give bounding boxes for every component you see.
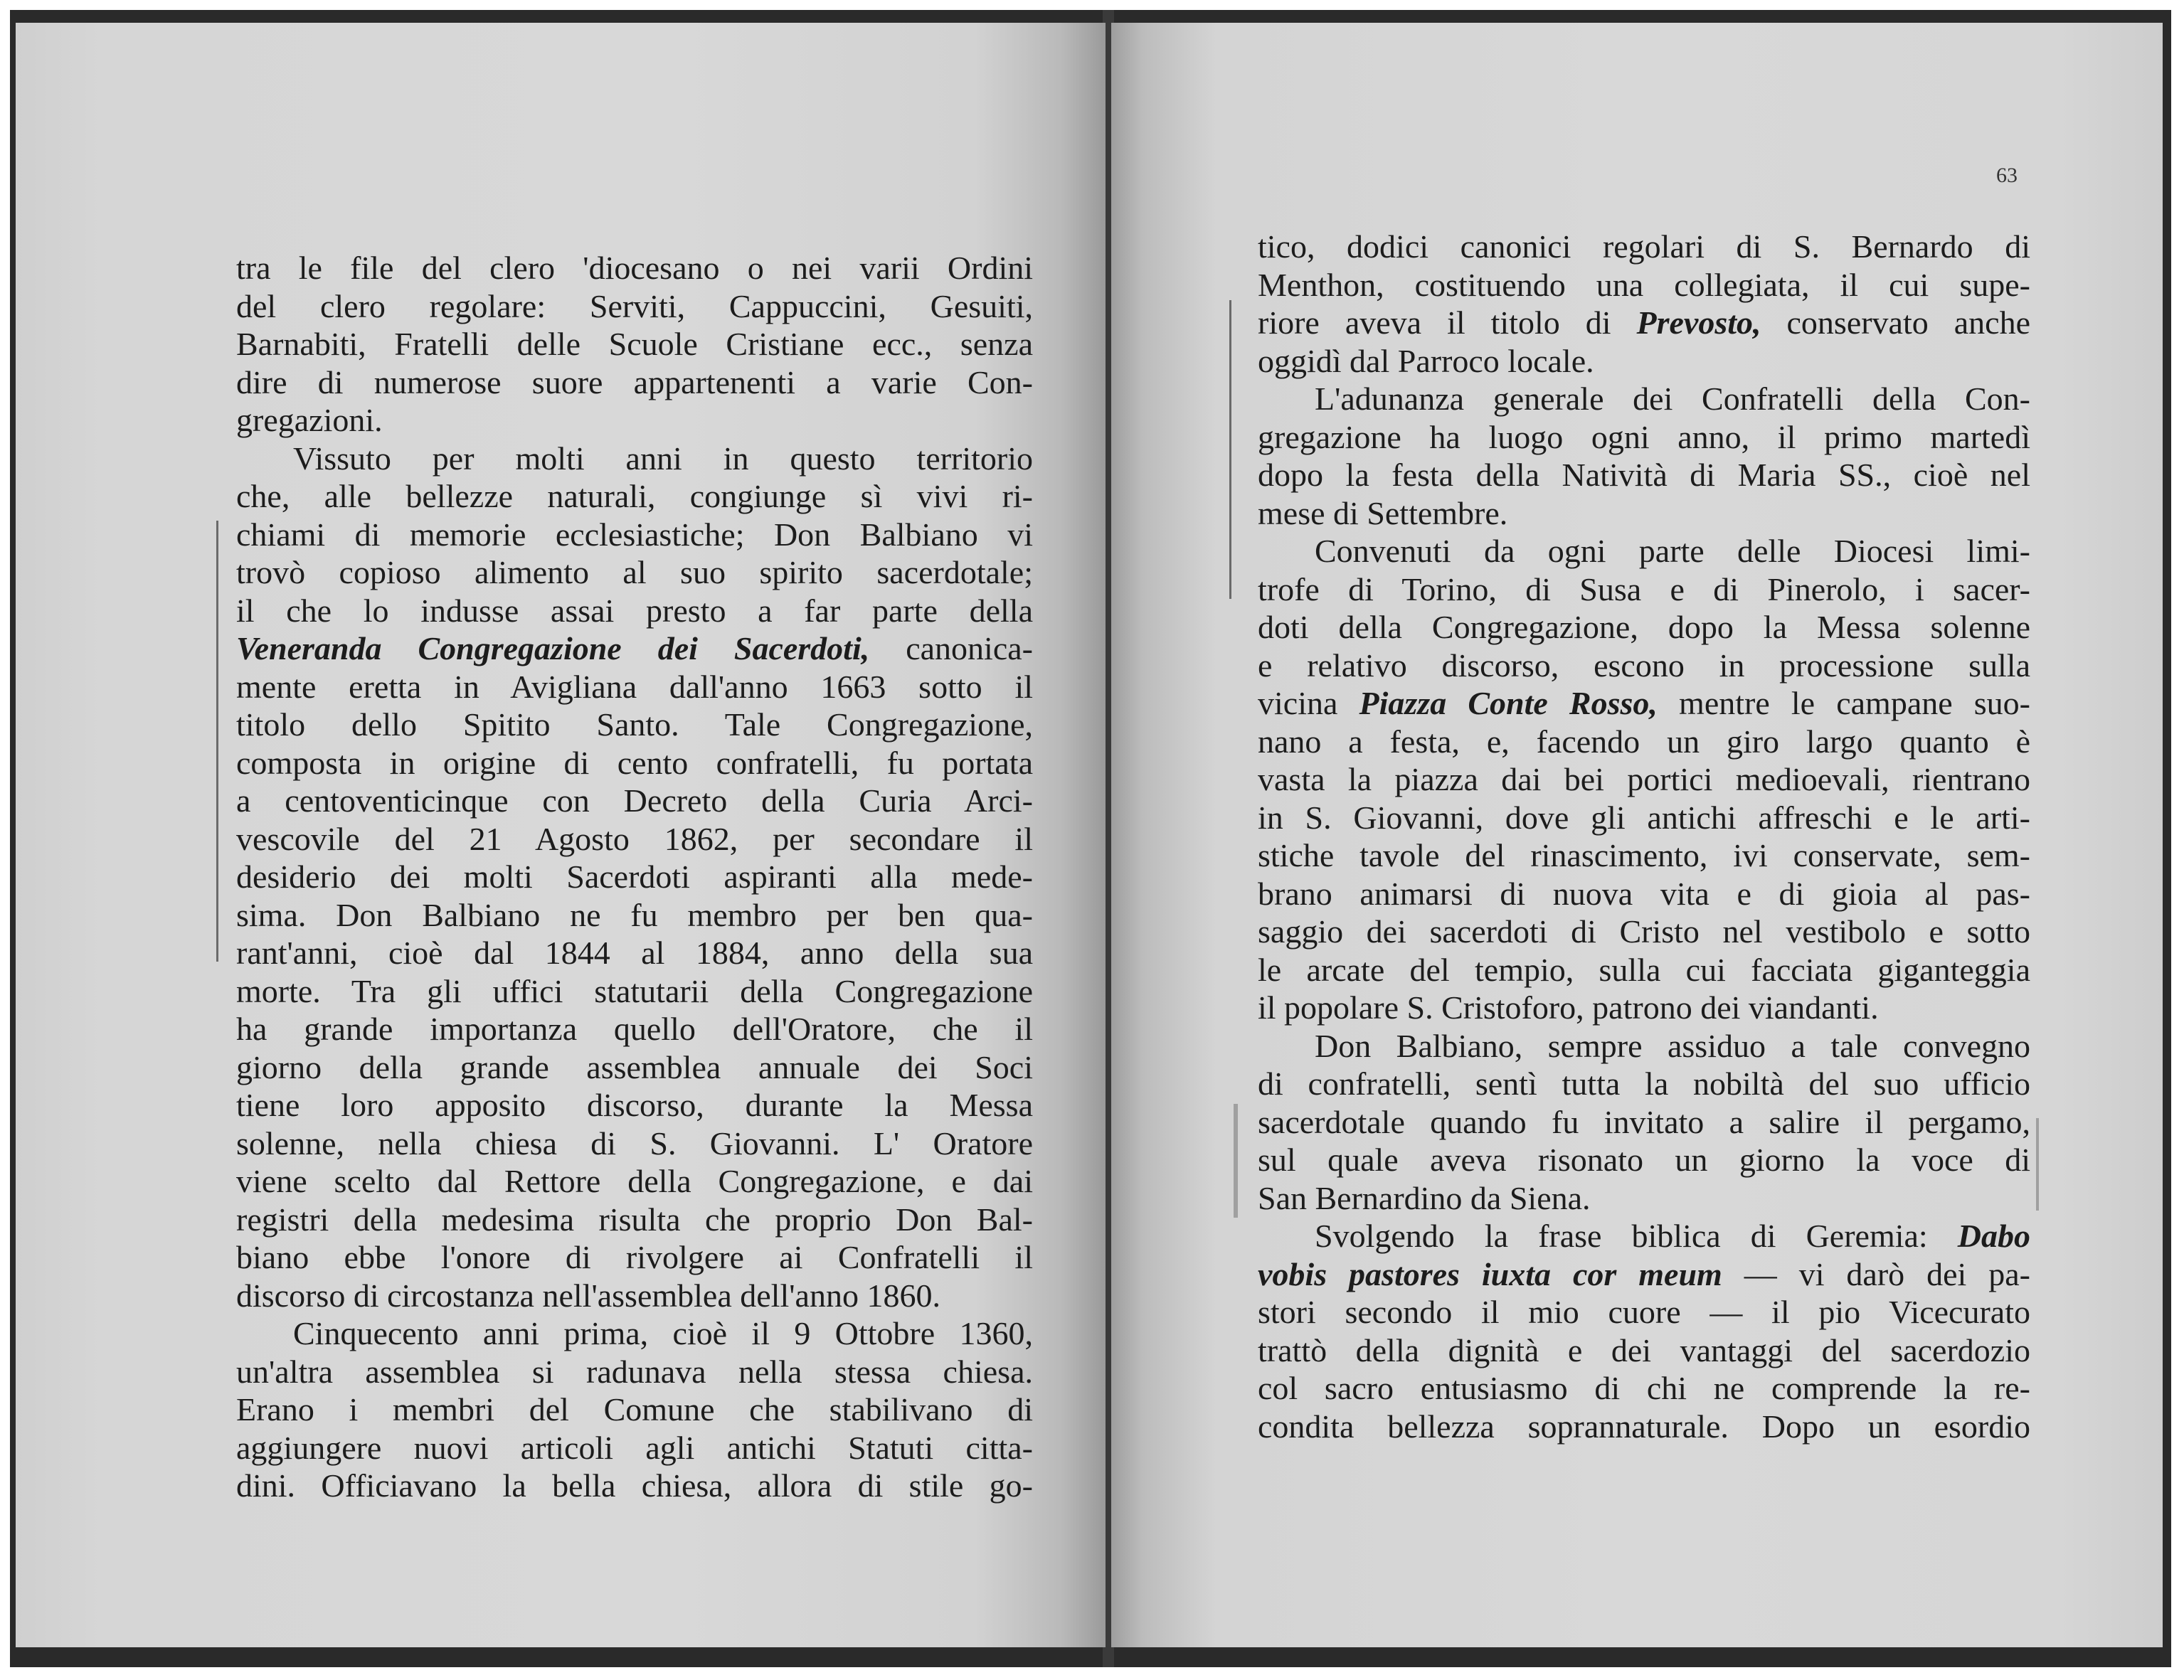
text-line (236, 896, 1033, 935)
text-line (1258, 342, 2030, 381)
text-line (236, 440, 1033, 478)
line-text: titolo dello Spitito Santo. Tale Congregazione, (236, 706, 1033, 743)
line-text: mente eretta in Avigliana dall'anno 1663 sotto il (236, 668, 1033, 705)
page-number: 63 (1996, 164, 2018, 187)
text-line (1258, 570, 2030, 609)
text-line (236, 477, 1033, 516)
text-line (236, 1353, 1033, 1391)
line-text: dire di numerose suore appartenenti a varie Con- (236, 363, 1033, 400)
line-text: che, alle bellezze naturali, congiunge sì vivi ri- (236, 478, 1033, 514)
text-line (1258, 684, 2030, 723)
margin-mark (1234, 1104, 1238, 1218)
line-text: sul quale aveva risonato un giorno la voce di (1258, 1142, 2030, 1178)
text-line (1258, 799, 2030, 837)
line-text: trofe di Torino, di Susa e di Pinerolo, i sacer- (1258, 570, 2030, 607)
line-text: il popolare S. Cristoforo, patrono dei viandanti. (1258, 989, 1879, 1026)
text-line (236, 249, 1033, 287)
line-text: rant'anni, cioè dal 1844 al 1884, anno della sua (236, 935, 1033, 971)
text-line (236, 1391, 1033, 1429)
line-text: vescovile del 21 Agosto 1862, per secondare il (236, 820, 1033, 857)
text-line (1258, 304, 2030, 342)
line-text: Barnabiti, Fratelli delle Scuole Cristiane ecc., senza (236, 326, 1033, 362)
line-text: dini. Officiavano la bella chiesa, allora di stile go- (236, 1467, 1033, 1504)
text-line (1258, 1369, 2030, 1408)
line-text: vobis pastores iuxta cor meum (1258, 1255, 1722, 1292)
line-text: Veneranda Congregazione dei Sacerdoti, (236, 630, 870, 666)
text-line (1258, 1027, 2030, 1065)
text-line (236, 972, 1033, 1011)
text-line (1258, 875, 2030, 913)
text-line (236, 401, 1033, 440)
text-line (1258, 760, 2030, 799)
line-text: a centoventicinque con Decreto della Curia Arci- (236, 782, 1033, 819)
text-line (236, 325, 1033, 363)
text-line (236, 706, 1033, 744)
text-line (236, 744, 1033, 782)
line-text: discorso di circostanza nell'assemblea dell'anno 1860. (236, 1277, 940, 1314)
text-line (1258, 494, 2030, 533)
text-line (1258, 380, 2030, 418)
text-line (1258, 1141, 2030, 1179)
line-rest-text: canonica- (869, 630, 1033, 666)
text-line (236, 553, 1033, 592)
line-text: mese di Settembre. (1258, 494, 1508, 531)
line-text: col sacro entusiasmo di chi ne comprende la re- (1258, 1370, 2030, 1406)
text-line (1258, 1065, 2030, 1103)
line-text: Vissuto per molti anni in questo territorio (293, 440, 1033, 477)
line-text: le arcate del tempio, sulla cui facciata giganteggia (1258, 951, 2030, 988)
margin-mark (1229, 300, 1231, 599)
line-text: un'altra assemblea si radunava nella stessa chiesa. (236, 1353, 1033, 1390)
line-text: Menthon, costituendo una collegiata, il cui supe- (1258, 266, 2030, 303)
line-text: tico, dodici canonici regolari di S. Bernardo di (1258, 228, 2030, 265)
text-line (1258, 1179, 2030, 1218)
line-text: aggiungere nuovi articoli agli antichi Statuti citta- (236, 1429, 1033, 1466)
text-line (1258, 1331, 2030, 1370)
line-text: viene scelto dal Rettore della Congregazione, e dai (236, 1163, 1033, 1199)
line-text: Svolgendo la frase biblica di Geremia: (1315, 1218, 1958, 1254)
text-line (236, 363, 1033, 402)
line-text: Cinquecento anni prima, cioè il 9 Ottobre 1360, (293, 1315, 1033, 1351)
line-text: in S. Giovanni, dove gli antichi affreschi e le arti- (1258, 799, 2030, 836)
line-text: ha grande importanza quello dell'Oratore, che il (236, 1011, 1033, 1047)
line-text: brano animarsi di nuova vita e di gioia al pas- (1258, 875, 2030, 912)
line-text: L'adunanza generale dei Confratelli della Con- (1315, 381, 2030, 417)
line-text: Don Balbiano, sempre assiduo a tale convegno (1315, 1027, 2030, 1064)
text-line (1258, 836, 2030, 875)
text-line (1258, 989, 2030, 1027)
text-line (236, 858, 1033, 896)
line-text: vasta la piazza dai bei portici medioevali, rientrano (1258, 761, 2030, 797)
book-spread (10, 10, 2171, 1667)
right-page (1111, 23, 2163, 1647)
text-line (236, 1125, 1033, 1163)
text-line (236, 1467, 1033, 1505)
line-rest-text: mentre le campane suo- (1657, 685, 2030, 721)
text-line (1258, 1408, 2030, 1446)
text-line (236, 820, 1033, 858)
line-text: stiche tavole del rinascimento, ivi conservate, sem- (1258, 837, 2030, 873)
line-text: morte. Tra gli uffici statutarii della Congregazione (236, 972, 1033, 1009)
text-line (236, 1314, 1033, 1353)
line-text: saggio dei sacerdoti di Cristo nel vestibolo e sotto (1258, 913, 2030, 950)
line-text: San Bernardino da Siena. (1258, 1179, 1591, 1216)
text-line (236, 1010, 1033, 1048)
text-line (1258, 266, 2030, 304)
line-rest-text: — vi darò dei pa- (1722, 1255, 2030, 1292)
text-line (236, 934, 1033, 972)
line-text: dopo la festa della Natività di Maria SS., cioè nel (1258, 457, 2030, 493)
line-text: gregazioni. (236, 402, 383, 438)
line-text: riore aveva il titolo di (1258, 304, 1637, 341)
text-line (1258, 418, 2030, 457)
right-page-text (1258, 228, 2030, 1445)
text-line (1258, 1217, 2030, 1255)
text-line (236, 629, 1033, 668)
text-line (1258, 1255, 2030, 1294)
line-text: del clero regolare: Serviti, Cappuccini, Gesuiti, (236, 287, 1033, 324)
margin-mark (216, 521, 218, 962)
margin-mark (2036, 1118, 2039, 1211)
text-line (1258, 723, 2030, 761)
text-line (236, 1086, 1033, 1125)
line-text: nano a festa, e, facendo un giro largo quanto è (1258, 723, 2030, 760)
line-text: sima. Don Balbiano ne fu membro per ben qua- (236, 896, 1033, 933)
line-text: stori secondo il mio cuore — il pio Vicecurato (1258, 1294, 2030, 1330)
text-line (1258, 228, 2030, 266)
text-line (236, 1238, 1033, 1277)
line-text: trovò copioso alimento al suo spirito sacerdotale; (236, 554, 1033, 590)
line-text: e relativo discorso, escono in processione sulla (1258, 647, 2030, 684)
line-text: giorno della grande assemblea annuale dei Soci (236, 1048, 1033, 1085)
line-text: solenne, nella chiesa di S. Giovanni. L' Oratore (236, 1125, 1033, 1161)
line-text: trattò della dignità e dei vantaggi del sacerdozio (1258, 1331, 2030, 1368)
line-text: chiami di memorie ecclesiastiche; Don Balbiano vi (236, 516, 1033, 553)
text-line (1258, 647, 2030, 685)
line-text: condita bellezza soprannaturale. Dopo un esordio (1258, 1408, 2030, 1445)
left-page (16, 23, 1106, 1647)
line-text: doti della Congregazione, dopo la Messa solenne (1258, 609, 2030, 645)
text-line (1258, 608, 2030, 647)
text-line (236, 782, 1033, 820)
line-text: desiderio dei molti Sacerdoti aspiranti alla mede- (236, 858, 1033, 895)
text-line (236, 592, 1033, 630)
line-text: composta in origine di cento confratelli, fu portata (236, 744, 1033, 781)
text-line (236, 1201, 1033, 1239)
text-line (1258, 913, 2030, 951)
line-italic-text: Dabo (1957, 1218, 2030, 1254)
line-text: biano ebbe l'onore di rivolgere ai Confratelli il (236, 1239, 1033, 1275)
text-line (236, 287, 1033, 326)
line-text: il che lo indusse assai presto a far parte della (236, 592, 1033, 629)
line-text: registri della medesima risulta che proprio Don Bal- (236, 1201, 1033, 1238)
text-line (1258, 951, 2030, 989)
line-text: sacerdotale quando fu invitato a salire il pergamo, (1258, 1103, 2030, 1140)
text-line (236, 1277, 1033, 1315)
line-text: gregazione ha luogo ogni anno, il primo martedì (1258, 418, 2030, 455)
line-text: oggidì dal Parroco locale. (1258, 342, 1594, 379)
text-line (1258, 456, 2030, 494)
text-line (1258, 1293, 2030, 1331)
text-line (236, 516, 1033, 554)
left-page-text (236, 249, 1033, 1505)
text-line (1258, 532, 2030, 570)
text-line (1258, 1103, 2030, 1142)
line-rest-text: conservato anche (1761, 304, 2030, 341)
line-text: Erano i membri del Comune che stabilivano di (236, 1391, 1033, 1428)
line-italic-text: Prevosto, (1636, 304, 1761, 341)
text-line (236, 668, 1033, 706)
text-line (236, 1048, 1033, 1087)
line-text: di confratelli, sentì tutta la nobiltà del suo ufficio (1258, 1065, 2030, 1102)
line-text: vicina (1258, 685, 1359, 721)
line-text: tra le file del clero 'diocesano o nei varii Ordini (236, 250, 1033, 286)
line-italic-text: Piazza Conte Rosso, (1359, 685, 1658, 721)
text-line (236, 1162, 1033, 1201)
line-text: tiene loro apposito discorso, durante la Messa (236, 1087, 1033, 1123)
text-line (236, 1429, 1033, 1467)
line-text: Convenuti da ogni parte delle Diocesi limi- (1315, 533, 2030, 569)
